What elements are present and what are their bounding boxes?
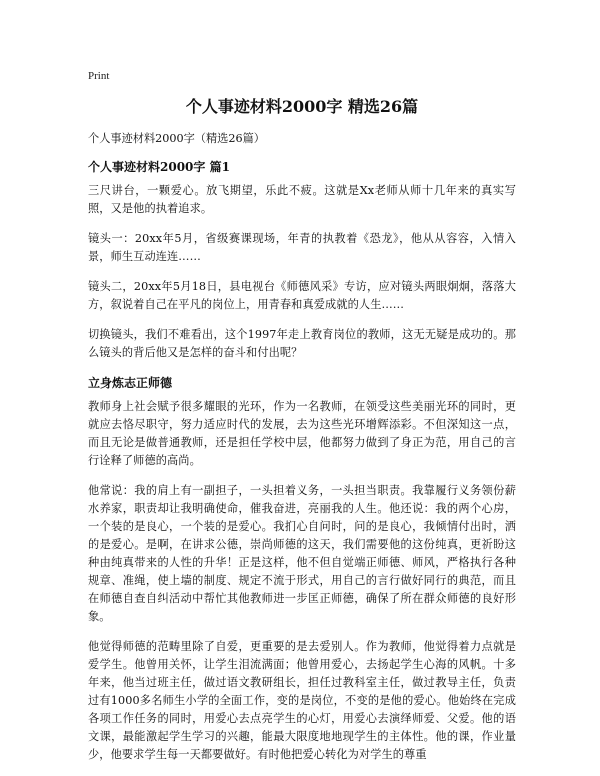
page-title: 个人事迹材料2000字 精选26篇 [185, 97, 419, 116]
switch-lens-paragraph: 切换镜头，我们不难看出，这个1997年走上教育岗位的教师，这无无疑是成功的。那么镜头的背后他又是怎样的奋斗和付出呢？ [88, 328, 516, 359]
intro-paragraph: 三尺讲台，一颗爱心。放飞期望，乐此不疲。这就是Xx老师从师十几年来的真实写照，又是他的执着追求。 [88, 184, 516, 215]
print-link[interactable]: Print [88, 70, 110, 82]
body-paragraph-1: 教师身上社会赋予很多耀眼的光环，作为一名教师，在领受这些美丽光环的同时，更就应去恪尽职守，努力适应时代的发展，去为这些光环增辉添彩。不但深知这一点，而且无论是做普通教师，还是担任学校中层，他都努力做到了身正为范，用自己的言行诠释了师德的高尚。 [88, 400, 516, 467]
section-heading-2: 立身炼志正师德 [88, 376, 173, 390]
section-heading-1: 个人事迹材料2000字 篇1 [88, 160, 230, 174]
lens-one-paragraph: 镜头一：20xx年5月，省级赛课现场，年青的执教着《恐龙》，他从从容容，入情入景，师生互动连连…… [88, 232, 516, 263]
document-body [88, 96, 516, 776]
lens-two-paragraph: 镜头二，20xx年5月18日，县电视台《师德风采》专访，应对镜头两眼炯炯，落落大方，叙说着自己在平凡的岗位上，用青春和真爱成就的人生…… [88, 280, 516, 311]
body-paragraph-2: 他常说：我的肩上有一副担子，一头担着义务，一头担当职责。我靠履行义务领份薪水养家，职责却让我明确使命，催我奋进，亮丽我的人生。他还说：我的两个心房，一个装的是良心，一个装的是爱心。我扪心自问时，问的是良心，我倾情付出时，洒的是爱心。是啊，在讲求公德，崇尚师德的这天，我们需要他的这份纯真，更祈盼这种由纯真带来的人性的升华！正是这样，他不但自觉端正师德、师风，严格执行各种规章、准绳，使上墙的制度、规定不流于形式，用自己的言行做好同行的典范，而且在师德自查自纠活动中帮忙其他教师进一步匡正师德，确保了所在群众师德的良好形象。 [88, 484, 516, 623]
body-paragraph-3: 他觉得师德的范畴里除了自爱，更重要的是去爱别人。作为教师，他觉得着力点就是爱学生。他曾用关怀，让学生泪流满面；他曾用爱心，去扬起学生心海的风帆。十多年来，他当过班主任，做过语文教研组长，担任过教科室主任，做过教导主任，负责过有1000多名师生小学的全面工作，变的是岗位，不变的是他的爱心。他始终在完成各项工作任务的同时，用爱心去点亮学生的心灯，用爱心去演绎师爱、父爱。他的语文课，最能激起学生学习的兴趣，能最大限度地地现学生的主体性。他的课，作业量少，他要求学生每一天都要做好。有时他把爱心转化为对学生的尊重 [88, 640, 516, 761]
document-subtitle: 个人事迹材料2000字（精选26篇） [88, 132, 265, 145]
